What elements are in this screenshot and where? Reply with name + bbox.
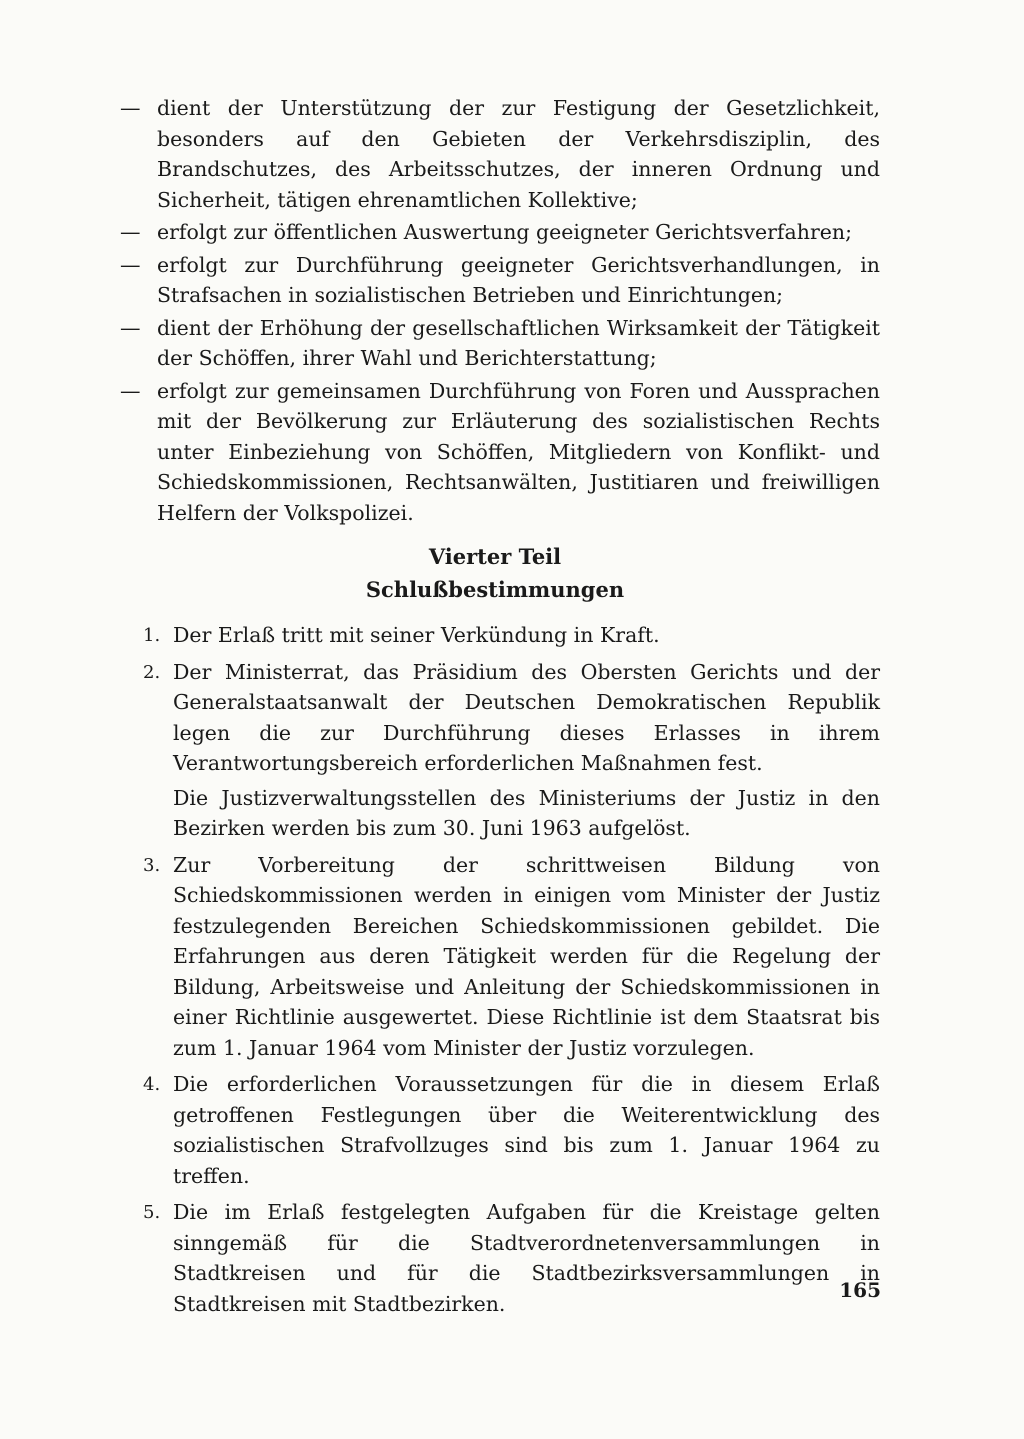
list-item (120, 313, 880, 374)
item-number: 4. (143, 1074, 161, 1095)
list-item-text: dient der Erhöhung der gesellschaftlichen Wirksamkeit der Tätigkeit der Schöffen, ihrer Wahl und Berichterstattung; (157, 315, 880, 370)
item-paragraph: Der Erlaß tritt mit seiner Verkündung in Kraft. (173, 623, 660, 647)
dash-marker: — (120, 220, 141, 244)
item-number: 1. (143, 625, 161, 646)
item-paragraph: Der Ministerrat, das Präsidium des Obersten Gerichts und der Generalstaatsanwalt der Deutschen Demokratischen Republik legen die zur Durchführung dieses Erlasses in ihrem Verantwortungsbereich erforderlichen Maßnahmen fest. (173, 659, 880, 775)
item-number: 5. (143, 1202, 161, 1223)
item-number: 2. (143, 661, 161, 683)
item-paragraph: Die im Erlaß festgelegten Aufgaben für die Kreistage gelten sinngemäß für die Stadtverordnetenversammlungen in Stadtkreisen und für die Stadtbezirksversammlungen in Stadtkreisen mit Stadtbezirken. (173, 1200, 880, 1316)
numbered-list (143, 620, 880, 1325)
dash-marker: — (120, 378, 141, 403)
page-number: 165 (839, 1278, 881, 1302)
section-part-heading: Vierter Teil (428, 544, 562, 569)
numbered-item (143, 657, 880, 844)
list-item (120, 376, 880, 529)
dash-marker: — (120, 96, 141, 120)
item-paragraph: Die Justizverwaltungsstellen des Ministeriums der Justiz in den Bezirken werden bis zum 30. Juni 1963 aufgelöst. (173, 785, 880, 840)
list-item-text: erfolgt zur gemeinsamen Durchführung von Foren und Aussprachen mit der Bevölkerung zur Erläuterung des sozialistischen Rechts unter Einbeziehung von Schöffen, Mitgliedern von Konflikt- und Schiedskommissionen, Rechtsanwälten, Justitiaren und freiwilligen Helfern der Volkspolizei. (157, 378, 880, 525)
numbered-item (143, 620, 880, 651)
numbered-item (143, 1069, 880, 1191)
list-item-text: erfolgt zur öffentlichen Auswertung geeigneter Gerichtsverfahren; (157, 220, 852, 244)
list-item-text: dient der Unterstützung der zur Festigung der Gesetzlichkeit, besonders auf den Gebieten der Verkehrsdisziplin, des Brandschutzes, des Arbeitsschutzes, der inneren Ordnung und Sicherheit, tätigen ehrenamtlichen Kollektive; (157, 96, 880, 212)
section-title: Schlußbestimmungen (365, 577, 625, 602)
item-paragraph: Die erforderlichen Voraussetzungen für die in diesem Erlaß getroffenen Festlegungen über die Weiterentwicklung des sozialistischen Strafvollzuges sind bis zum 1. Januar 1964 zu treffen. (173, 1072, 880, 1188)
dash-marker: — (120, 315, 141, 340)
list-item (120, 250, 880, 311)
item-number: 3. (143, 854, 161, 876)
item-paragraph: Zur Vorbereitung der schrittweisen Bildung von Schiedskommissionen werden in einigen vom Minister der Justiz festzulegenden Bereichen Schiedskommissionen gebildet. Die Erfahrungen aus deren Tätigkeit werden für die Regelung der Bildung, Arbeitsweise und Anleitung der Schiedskommissionen in einer Richtlinie ausgewertet. Diese Richtlinie ist dem Staatsrat bis zum 1. Januar 1964 vom Minister der Justiz vorzulegen. (173, 852, 880, 1060)
dash-list (120, 93, 880, 530)
list-item-text: erfolgt zur Durchführung geeigneter Gerichtsverhandlungen, in Strafsachen in sozialistischen Betrieben und Einrichtungen; (157, 252, 880, 307)
numbered-item (143, 1197, 880, 1319)
numbered-item (143, 850, 880, 1064)
list-item (120, 93, 880, 215)
list-item (120, 217, 880, 248)
dash-marker: — (120, 252, 141, 277)
